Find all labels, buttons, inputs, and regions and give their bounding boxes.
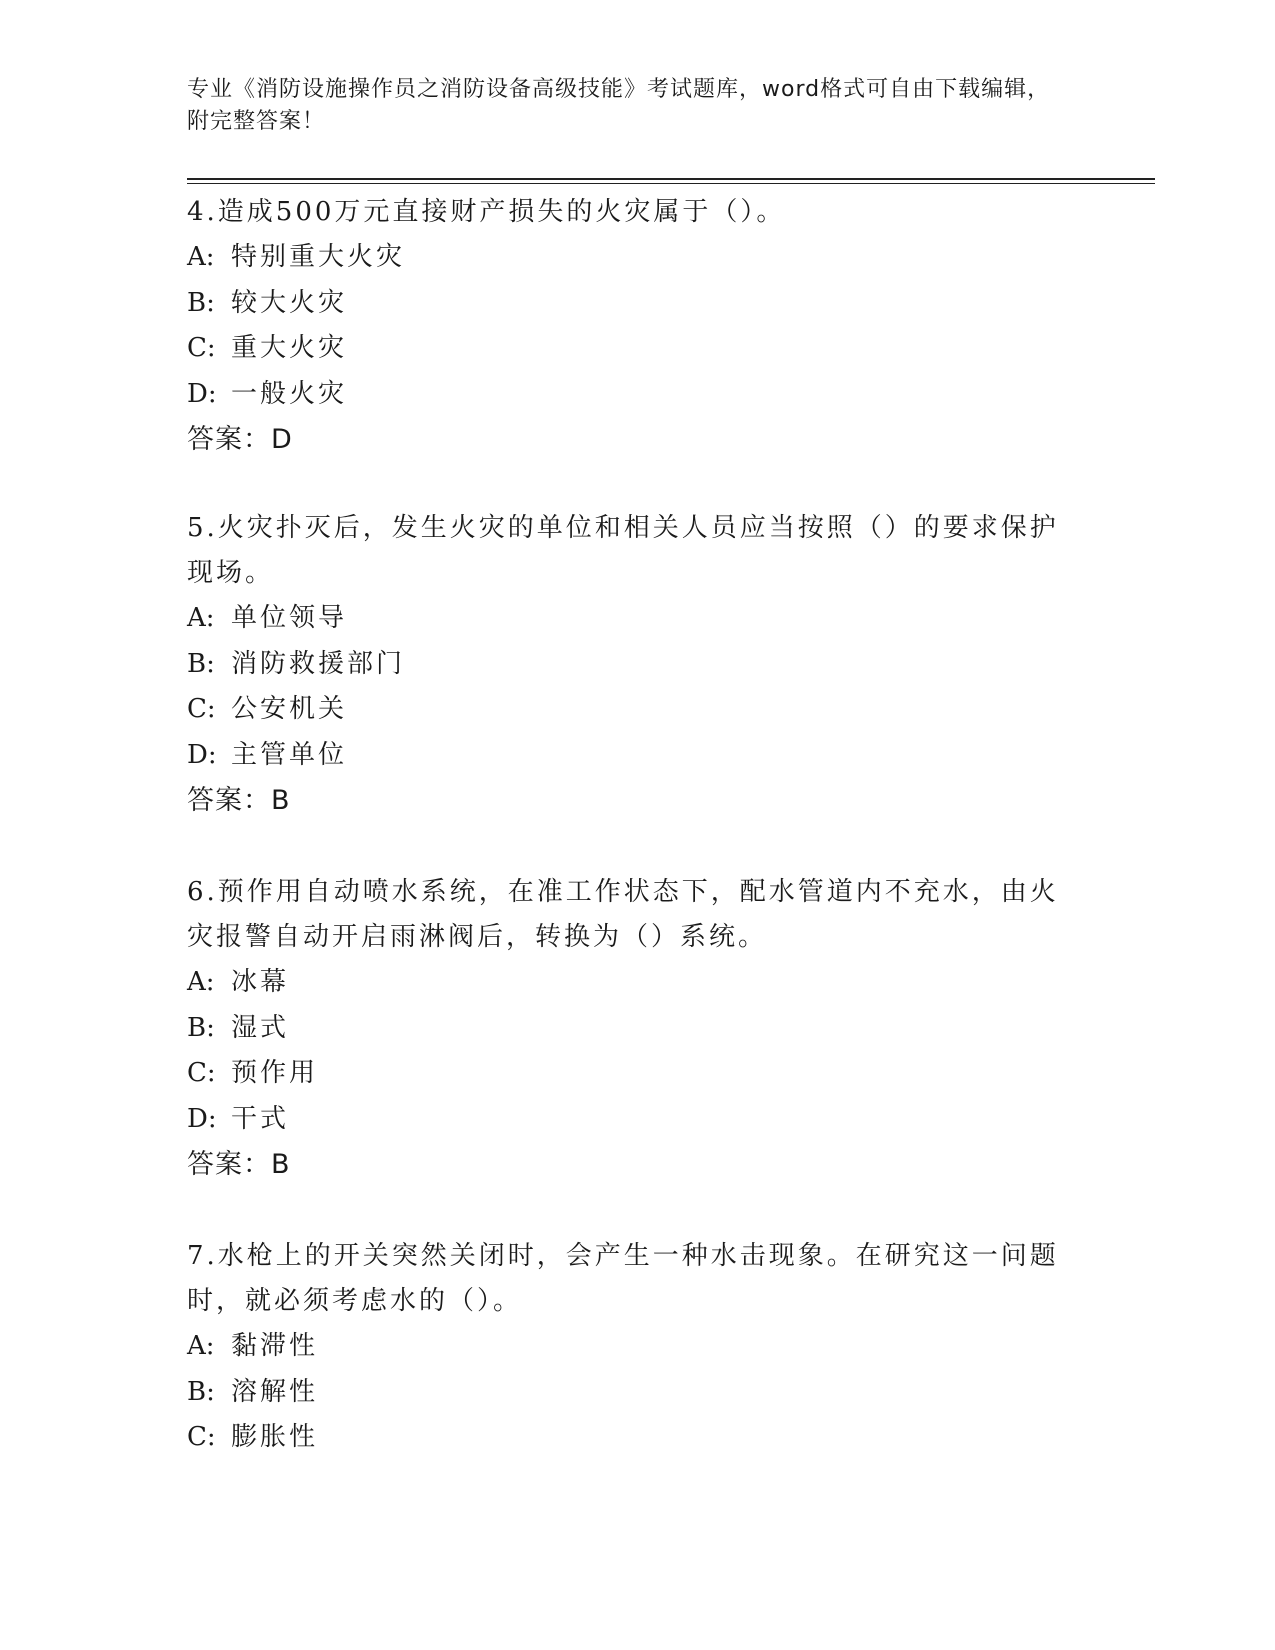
option-c [187,1415,1067,1461]
option-letter: D: [187,378,217,409]
header-divider-thin [187,183,1155,184]
option-text: 主管单位 [231,739,348,770]
option-text: 预作用 [231,1058,319,1088]
option-letter: B: [187,648,215,679]
option-text: 冰幕 [231,967,290,997]
option-letter: A: [187,603,215,633]
option-text: 单位领导 [231,603,348,633]
option-text: 膨胀性 [231,1422,319,1452]
option-c [187,1051,1067,1097]
answer-line: 答案：D [187,424,293,455]
answer-line: 答案：B [187,785,291,816]
question-stem: 6.预作用自动喷水系统，在准工作状态下，配水管道内不充水，由火灾报警自动开启雨淋阀后，转换为（）系统。 [187,877,1059,952]
option-d [187,372,1067,418]
option-text: 一般火灾 [231,378,348,409]
option-letter: A: [187,242,215,272]
option-a [187,235,1067,281]
option-a [187,1324,1067,1370]
option-letter: D: [187,1103,217,1134]
option-b [187,1006,1067,1052]
option-b [187,281,1067,327]
option-a [187,596,1067,642]
option-text: 黏滞性 [231,1331,319,1361]
question-stem: 7.水枪上的开关突然关闭时，会产生一种水击现象。在研究这一问题时，就必须考虑水的（）。 [187,1241,1059,1316]
question-stem: 5.火灾扑灭后，发生火灾的单位和相关人员应当按照（）的要求保护现场。 [187,513,1059,588]
option-c [187,326,1067,372]
option-letter: B: [187,287,215,318]
option-text: 湿式 [231,1012,290,1043]
option-b [187,642,1067,688]
option-text: 特别重大火灾 [231,242,406,272]
option-text: 较大火灾 [231,287,348,318]
document-intro: 专业《消防设施操作员之消防设备高级技能》考试题库，word格式可自由下载编辑，附完整答案！ [187,77,1051,134]
option-letter: C: [187,694,216,724]
option-text: 重大火灾 [231,333,348,363]
question-block [187,870,1067,1188]
option-letter: C: [187,1058,216,1088]
option-c [187,687,1067,733]
option-letter: A: [187,967,215,997]
option-b [187,1370,1067,1416]
option-text: 公安机关 [231,694,348,724]
option-letter: C: [187,333,216,363]
option-d [187,1097,1067,1143]
option-letter: B: [187,1376,215,1407]
answer-line: 答案：B [187,1149,291,1180]
header-divider-thick [187,178,1155,180]
question-block [187,190,1067,463]
option-a [187,960,1067,1006]
question-block [187,1234,1067,1461]
option-d [187,733,1067,779]
option-letter: D: [187,739,217,770]
option-text: 消防救援部门 [231,648,406,679]
option-text: 溶解性 [231,1376,319,1407]
option-letter: A: [187,1331,215,1361]
question-stem: 4.造成500万元直接财产损失的火灾属于（）。 [187,197,786,227]
option-letter: B: [187,1012,215,1043]
question-block [187,506,1067,824]
option-letter: C: [187,1422,216,1452]
option-text: 干式 [231,1103,290,1134]
